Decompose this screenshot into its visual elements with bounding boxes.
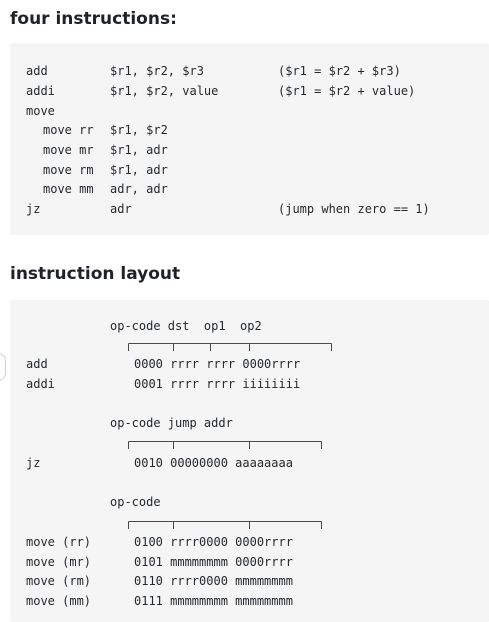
instr-operands-move-rm: $r1, adr [110, 163, 168, 177]
layout-bits-move-rm: 0110 rrrr0000 mmmmmmmm [134, 574, 293, 588]
side-scroll-handle[interactable] [0, 353, 6, 381]
layout-header-arith: op-code dst op1 op2 [110, 319, 262, 333]
bit-field-bracket-move [128, 521, 324, 533]
layout-label-move-mr: move (mr) [26, 555, 92, 569]
instructions-code-block [10, 43, 489, 235]
instr-operands-move-rr: $r1, $r2 [110, 123, 168, 137]
layout-label-move-rm: move (rm) [26, 574, 92, 588]
layout-bits-jz: 0010 00000000 aaaaaaaa [134, 456, 293, 470]
instr-mnemonic-move: move [26, 104, 55, 118]
bit-field-bracket-arith [128, 343, 336, 355]
layout-label-move-rr: move (rr) [26, 535, 92, 549]
layout-bits-addi: 0001 rrrr rrrr iiiiiiii [134, 377, 301, 391]
instr-operands-add: $r1, $r2, $r3 [110, 64, 204, 78]
instr-comment-addi: ($r1 = $r2 + value) [278, 84, 416, 98]
layout-label-jz: jz [26, 456, 41, 470]
layout-bits-move-mm: 0111 mmmmmmmm mmmmmmmm [134, 594, 293, 608]
instr-operands-move-mr: $r1, adr [110, 143, 168, 157]
bit-field-bracket-jump [128, 441, 324, 453]
layout-bits-add: 0000 rrrr rrrr 0000rrrr [134, 357, 301, 371]
instr-mnemonic-move-mr: move mr [43, 143, 94, 157]
instr-operands-move-mm: adr, adr [110, 182, 168, 196]
instr-mnemonic-move-rr: move rr [43, 123, 94, 137]
layout-header-jump: op-code jump addr [110, 416, 233, 430]
layout-header-move: op-code [110, 495, 161, 509]
section-title-instruction-layout: instruction layout [10, 264, 181, 284]
instr-mnemonic-add: add [26, 64, 48, 78]
instr-comment-add: ($r1 = $r2 + $r3) [278, 64, 401, 78]
instr-operands-jz: adr [110, 202, 132, 216]
instr-mnemonic-move-rm: move rm [43, 163, 94, 177]
instruction-layout-code-block [10, 300, 489, 622]
instr-operands-addi: $r1, $r2, value [110, 84, 219, 98]
layout-label-add: add [26, 357, 48, 371]
layout-bits-move-rr: 0100 rrrr0000 0000rrrr [134, 535, 293, 549]
instr-mnemonic-move-mm: move mm [43, 182, 94, 196]
instr-comment-jz: (jump when zero == 1) [278, 202, 430, 216]
section-title-instructions: four instructions: [10, 9, 177, 29]
instr-mnemonic-jz: jz [26, 202, 41, 216]
layout-label-addi: addi [26, 377, 55, 391]
layout-bits-move-mr: 0101 mmmmmmmm 0000rrrr [134, 555, 293, 569]
layout-label-move-mm: move (mm) [26, 594, 92, 608]
instr-mnemonic-addi: addi [26, 84, 55, 98]
